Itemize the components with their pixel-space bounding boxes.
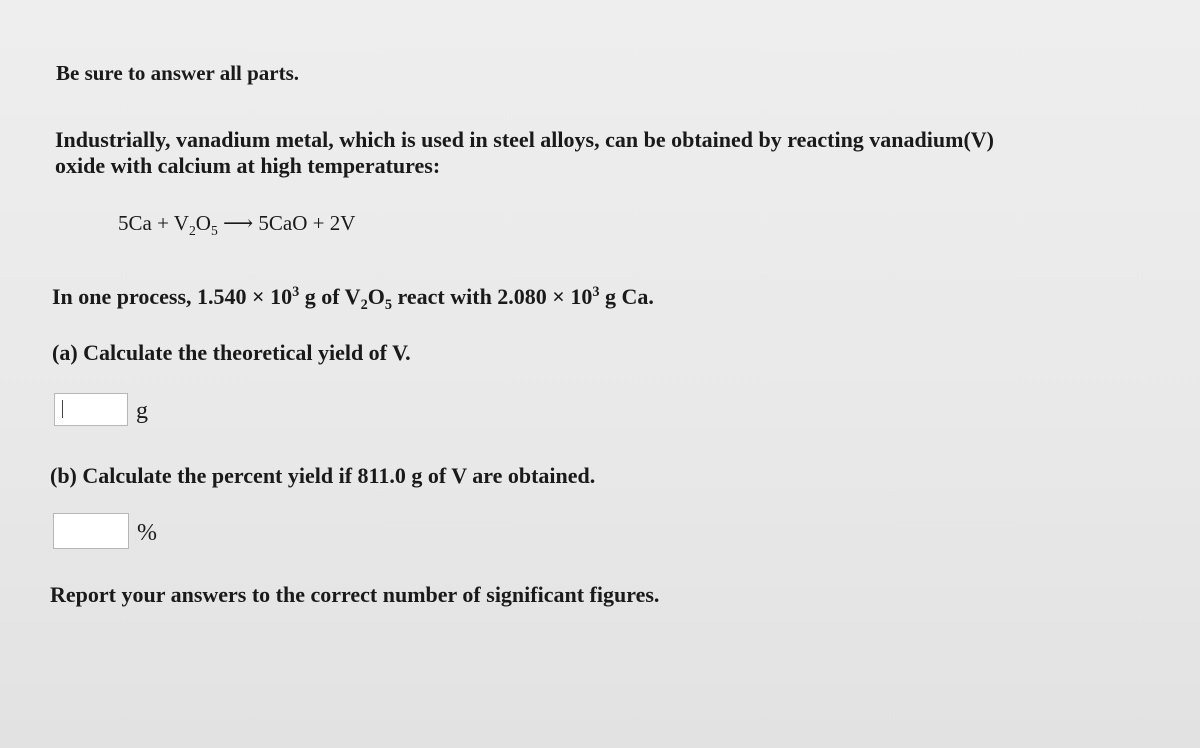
process-text: g of V xyxy=(299,284,361,309)
subscript: 5 xyxy=(384,297,393,313)
equation-products: 5CaO + 2V xyxy=(258,211,356,235)
process-text: In one process, 1.540 × 10 xyxy=(52,284,293,309)
equation-subscript: 5 xyxy=(210,222,218,238)
subscript: 2 xyxy=(360,297,368,313)
reaction-arrow-icon: ⟶ xyxy=(217,211,259,235)
exponent: 3 xyxy=(592,284,600,301)
percent-yield-input[interactable] xyxy=(53,513,129,549)
chemical-equation xyxy=(118,210,355,236)
text-cursor xyxy=(62,400,63,418)
equation-subscript: 2 xyxy=(188,222,196,238)
footer-note: Report your answers to the correct number of significant figures. xyxy=(50,582,660,607)
exponent: 3 xyxy=(292,284,300,301)
part-b-question: (b) Calculate the percent yield if 811.0 g of V are obtained. xyxy=(50,463,596,488)
process-statement xyxy=(52,284,654,313)
process-text: react with 2.080 × 10 xyxy=(392,284,593,309)
instruction-text: Be sure to answer all parts. xyxy=(56,61,300,85)
process-text: g Ca. xyxy=(599,284,654,309)
unit-grams: g xyxy=(136,398,148,424)
intro-line-2: oxide with calcium at high temperatures: xyxy=(55,153,441,178)
part-a-question: (a) Calculate the theoretical yield of V. xyxy=(52,340,411,365)
process-text: O xyxy=(367,284,385,309)
equation-reactants: 5Ca + V xyxy=(118,211,189,235)
equation-oxygen: O xyxy=(195,211,211,235)
theoretical-yield-input[interactable] xyxy=(54,393,128,426)
intro-line-1: Industrially, vanadium metal, which is used in steel alloys, can be obtained by reacting vanadium(V) xyxy=(55,127,994,152)
unit-percent: % xyxy=(137,520,157,546)
